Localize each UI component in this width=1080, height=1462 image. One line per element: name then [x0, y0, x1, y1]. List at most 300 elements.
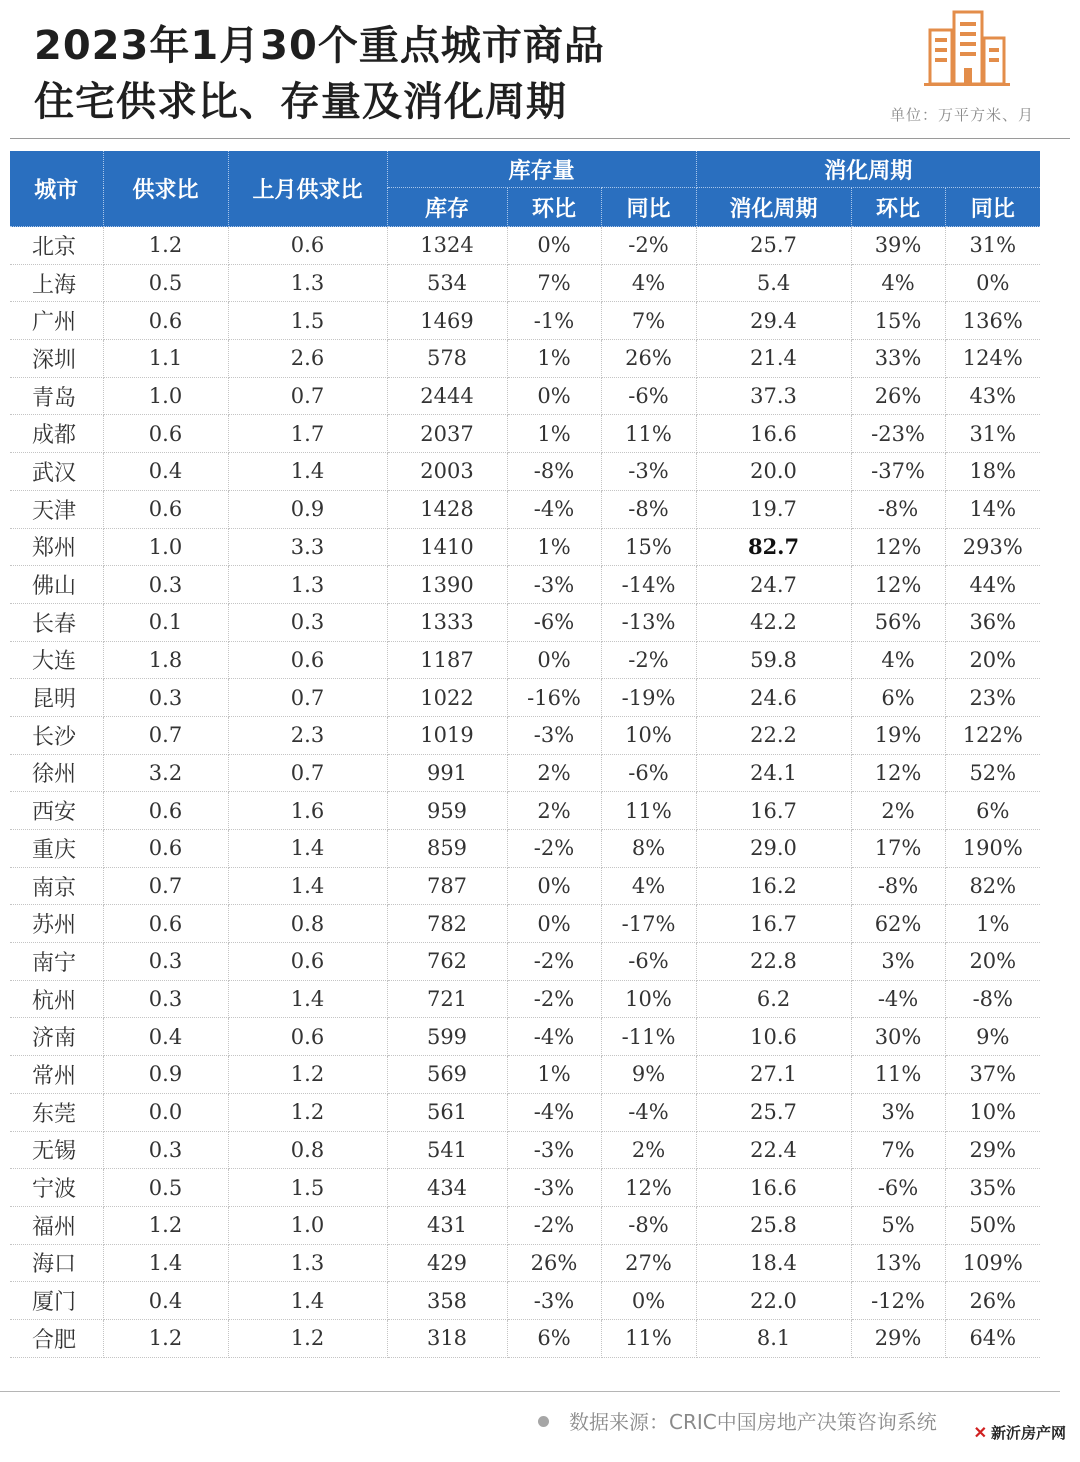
- cell-digest-mom: -6%: [851, 1169, 945, 1207]
- cell-supply-ratio: 0.7: [103, 867, 228, 905]
- table-row: [10, 528, 1040, 566]
- cell-inventory-yoy: -3%: [601, 453, 696, 491]
- cell-supply-ratio: 0.3: [103, 679, 228, 717]
- table-row: [10, 1169, 1040, 1207]
- cell-inventory: 431: [387, 1206, 507, 1244]
- cell-digest-yoy: -8%: [945, 980, 1040, 1018]
- page-title: [34, 18, 605, 130]
- cell-digest: 42.2: [696, 603, 851, 641]
- cell-digest-yoy: 43%: [945, 377, 1040, 415]
- cell-last-month-ratio: 1.3: [228, 566, 387, 604]
- site-watermark: [972, 1422, 1068, 1443]
- cell-inventory: 599: [387, 1018, 507, 1056]
- cell-last-month-ratio: 1.2: [228, 1056, 387, 1094]
- table-row: [10, 566, 1040, 604]
- cell-supply-ratio: 0.5: [103, 264, 228, 302]
- cell-digest-yoy: 31%: [945, 415, 1040, 453]
- cell-last-month-ratio: 0.7: [228, 754, 387, 792]
- cell-inventory-mom: -2%: [507, 830, 601, 868]
- cell-city: 常州: [10, 1056, 103, 1094]
- cell-digest-mom: 15%: [851, 302, 945, 340]
- cell-last-month-ratio: 1.4: [228, 1282, 387, 1320]
- cell-inventory-mom: 1%: [507, 1056, 601, 1094]
- cell-digest-yoy: 82%: [945, 867, 1040, 905]
- cell-city: 长沙: [10, 716, 103, 754]
- cell-city: 郑州: [10, 528, 103, 566]
- cell-city: 南宁: [10, 943, 103, 981]
- cell-inventory-yoy: -13%: [601, 603, 696, 641]
- cell-city: 无锡: [10, 1131, 103, 1169]
- cell-last-month-ratio: 0.3: [228, 603, 387, 641]
- cell-digest-yoy: 64%: [945, 1319, 1040, 1357]
- cell-supply-ratio: 0.0: [103, 1093, 228, 1131]
- cell-last-month-ratio: 1.3: [228, 1244, 387, 1282]
- cell-digest-yoy: 50%: [945, 1206, 1040, 1244]
- cell-inventory: 762: [387, 943, 507, 981]
- cell-inventory-mom: -6%: [507, 603, 601, 641]
- cell-digest: 16.7: [696, 905, 851, 943]
- cell-digest: 16.2: [696, 867, 851, 905]
- cell-inventory: 859: [387, 830, 507, 868]
- cell-city: 青岛: [10, 377, 103, 415]
- cell-digest-mom: 30%: [851, 1018, 945, 1056]
- cell-last-month-ratio: 0.7: [228, 679, 387, 717]
- cell-digest-mom: 33%: [851, 340, 945, 378]
- table-row: [10, 453, 1040, 491]
- cell-last-month-ratio: 1.4: [228, 830, 387, 868]
- cell-inventory: 2444: [387, 377, 507, 415]
- cell-city: 广州: [10, 302, 103, 340]
- cell-inventory-yoy: 15%: [601, 528, 696, 566]
- data-source: [538, 1406, 937, 1435]
- cell-last-month-ratio: 0.8: [228, 1131, 387, 1169]
- cell-digest-yoy: 37%: [945, 1056, 1040, 1094]
- cell-inventory-mom: -2%: [507, 980, 601, 1018]
- cell-supply-ratio: 3.2: [103, 754, 228, 792]
- cell-last-month-ratio: 1.4: [228, 453, 387, 491]
- watermark-text: 新沂房产网: [990, 1424, 1066, 1442]
- cell-inventory-yoy: -2%: [601, 227, 696, 265]
- cell-city: 武汉: [10, 453, 103, 491]
- table-row: [10, 603, 1040, 641]
- cell-last-month-ratio: 1.2: [228, 1319, 387, 1357]
- cell-inventory: 1469: [387, 302, 507, 340]
- cell-digest-yoy: 109%: [945, 1244, 1040, 1282]
- cell-last-month-ratio: 0.6: [228, 943, 387, 981]
- cell-digest-mom: 29%: [851, 1319, 945, 1357]
- cell-inventory: 1187: [387, 641, 507, 679]
- header-city: 城市: [10, 151, 103, 227]
- header-digest-yoy: 同比: [945, 188, 1040, 227]
- cell-supply-ratio: 0.3: [103, 943, 228, 981]
- table-row: [10, 1056, 1040, 1094]
- cell-digest: 24.7: [696, 566, 851, 604]
- cell-supply-ratio: 1.0: [103, 377, 228, 415]
- cell-digest-yoy: 293%: [945, 528, 1040, 566]
- cell-city: 北京: [10, 227, 103, 265]
- cell-inventory-yoy: 4%: [601, 264, 696, 302]
- cell-inventory-yoy: -8%: [601, 490, 696, 528]
- divider-bottom: [0, 1391, 1060, 1392]
- cell-digest-yoy: 9%: [945, 1018, 1040, 1056]
- table-body: [10, 227, 1040, 1358]
- cell-digest: 8.1: [696, 1319, 851, 1357]
- cell-digest: 82.7: [696, 528, 851, 566]
- cell-inventory: 1019: [387, 716, 507, 754]
- cell-inventory-mom: -16%: [507, 679, 601, 717]
- cell-inventory: 578: [387, 340, 507, 378]
- cell-digest: 29.0: [696, 830, 851, 868]
- cell-inventory-yoy: 9%: [601, 1056, 696, 1094]
- cell-city: 东莞: [10, 1093, 103, 1131]
- cell-supply-ratio: 1.0: [103, 528, 228, 566]
- cell-inventory-yoy: -6%: [601, 943, 696, 981]
- cell-digest-mom: 6%: [851, 679, 945, 717]
- cell-digest: 22.4: [696, 1131, 851, 1169]
- cell-digest: 5.4: [696, 264, 851, 302]
- cell-last-month-ratio: 0.6: [228, 227, 387, 265]
- cell-digest-mom: -23%: [851, 415, 945, 453]
- cell-digest-mom: 12%: [851, 528, 945, 566]
- cell-inventory: 358: [387, 1282, 507, 1320]
- cell-inventory: 787: [387, 867, 507, 905]
- cell-digest: 24.1: [696, 754, 851, 792]
- cell-inventory-yoy: 10%: [601, 716, 696, 754]
- cell-digest: 25.8: [696, 1206, 851, 1244]
- cell-inventory-mom: -2%: [507, 1206, 601, 1244]
- cell-digest: 19.7: [696, 490, 851, 528]
- cell-digest-mom: 4%: [851, 641, 945, 679]
- table-row: [10, 905, 1040, 943]
- cell-inventory: 541: [387, 1131, 507, 1169]
- cell-inventory-mom: -4%: [507, 1093, 601, 1131]
- cell-last-month-ratio: 1.5: [228, 302, 387, 340]
- table-row: [10, 377, 1040, 415]
- table-row: [10, 716, 1040, 754]
- cell-digest: 27.1: [696, 1056, 851, 1094]
- cell-supply-ratio: 0.6: [103, 490, 228, 528]
- cell-inventory: 434: [387, 1169, 507, 1207]
- cell-city: 南京: [10, 867, 103, 905]
- cell-supply-ratio: 0.5: [103, 1169, 228, 1207]
- cell-last-month-ratio: 1.3: [228, 264, 387, 302]
- cell-inventory: 991: [387, 754, 507, 792]
- cell-city: 福州: [10, 1206, 103, 1244]
- cell-digest-mom: 12%: [851, 566, 945, 604]
- cell-digest-mom: -12%: [851, 1282, 945, 1320]
- cell-city: 西安: [10, 792, 103, 830]
- cell-city: 长春: [10, 603, 103, 641]
- divider-top: [10, 138, 1070, 139]
- cell-digest-mom: 3%: [851, 1093, 945, 1131]
- cell-digest-mom: 13%: [851, 1244, 945, 1282]
- cell-digest-yoy: 35%: [945, 1169, 1040, 1207]
- cell-supply-ratio: 0.7: [103, 716, 228, 754]
- cell-inventory-yoy: -19%: [601, 679, 696, 717]
- table-row: [10, 1093, 1040, 1131]
- table-row: [10, 302, 1040, 340]
- table-row: [10, 1018, 1040, 1056]
- cell-inventory-mom: -4%: [507, 490, 601, 528]
- cell-city: 成都: [10, 415, 103, 453]
- cell-inventory-mom: 0%: [507, 905, 601, 943]
- cell-supply-ratio: 0.9: [103, 1056, 228, 1094]
- cell-digest: 21.4: [696, 340, 851, 378]
- cell-inventory-mom: -3%: [507, 566, 601, 604]
- cell-supply-ratio: 0.3: [103, 566, 228, 604]
- table-row: [10, 1282, 1040, 1320]
- cell-digest: 37.3: [696, 377, 851, 415]
- cell-inventory-yoy: -4%: [601, 1093, 696, 1131]
- cell-inventory-mom: 6%: [507, 1319, 601, 1357]
- table-row: [10, 1244, 1040, 1282]
- cell-city: 徐州: [10, 754, 103, 792]
- cell-digest-mom: 12%: [851, 754, 945, 792]
- cell-city: 海口: [10, 1244, 103, 1282]
- cell-city: 厦门: [10, 1282, 103, 1320]
- cell-digest-yoy: 44%: [945, 566, 1040, 604]
- cell-digest: 59.8: [696, 641, 851, 679]
- cell-inventory-yoy: 2%: [601, 1131, 696, 1169]
- cell-inventory: 1324: [387, 227, 507, 265]
- cell-city: 宁波: [10, 1169, 103, 1207]
- cell-digest-mom: -4%: [851, 980, 945, 1018]
- cell-inventory-yoy: -17%: [601, 905, 696, 943]
- cell-inventory: 569: [387, 1056, 507, 1094]
- cell-inventory-mom: -8%: [507, 453, 601, 491]
- cell-supply-ratio: 1.2: [103, 1206, 228, 1244]
- cell-digest: 22.8: [696, 943, 851, 981]
- cell-inventory-mom: 1%: [507, 415, 601, 453]
- cell-digest: 29.4: [696, 302, 851, 340]
- cell-digest: 24.6: [696, 679, 851, 717]
- cell-inventory: 959: [387, 792, 507, 830]
- cell-supply-ratio: 0.1: [103, 603, 228, 641]
- buildings-logo-icon: [924, 6, 1010, 88]
- cell-inventory-mom: -3%: [507, 716, 601, 754]
- table-row: [10, 1206, 1040, 1244]
- cell-digest-yoy: 18%: [945, 453, 1040, 491]
- header-inventory: 库存: [387, 188, 507, 227]
- cell-inventory: 534: [387, 264, 507, 302]
- cell-inventory-mom: -4%: [507, 1018, 601, 1056]
- cell-digest: 16.7: [696, 792, 851, 830]
- cell-inventory-mom: 2%: [507, 792, 601, 830]
- cell-digest-mom: 17%: [851, 830, 945, 868]
- cell-inventory-mom: 0%: [507, 227, 601, 265]
- title-line-2: 住宅供求比、存量及消化周期: [34, 79, 567, 125]
- cell-digest: 22.2: [696, 716, 851, 754]
- cell-inventory-yoy: -2%: [601, 641, 696, 679]
- table-row: [10, 340, 1040, 378]
- cell-inventory: 318: [387, 1319, 507, 1357]
- cell-inventory-mom: 26%: [507, 1244, 601, 1282]
- cell-supply-ratio: 0.4: [103, 1018, 228, 1056]
- cell-supply-ratio: 0.3: [103, 980, 228, 1018]
- cell-digest-yoy: 36%: [945, 603, 1040, 641]
- cell-digest-yoy: 136%: [945, 302, 1040, 340]
- cell-digest-yoy: 190%: [945, 830, 1040, 868]
- cell-city: 佛山: [10, 566, 103, 604]
- cell-digest-yoy: 31%: [945, 227, 1040, 265]
- table-row: [10, 415, 1040, 453]
- cell-digest-mom: -37%: [851, 453, 945, 491]
- cell-inventory-yoy: -8%: [601, 1206, 696, 1244]
- table-row: [10, 1319, 1040, 1357]
- header-inventory-mom: 环比: [507, 188, 601, 227]
- table-row: [10, 264, 1040, 302]
- cell-digest: 6.2: [696, 980, 851, 1018]
- cell-supply-ratio: 1.1: [103, 340, 228, 378]
- cell-digest-mom: 3%: [851, 943, 945, 981]
- cell-last-month-ratio: 2.6: [228, 340, 387, 378]
- cell-last-month-ratio: 0.6: [228, 1018, 387, 1056]
- cell-supply-ratio: 0.6: [103, 830, 228, 868]
- cell-last-month-ratio: 0.6: [228, 641, 387, 679]
- header-digest-mom: 环比: [851, 188, 945, 227]
- cell-digest-yoy: 29%: [945, 1131, 1040, 1169]
- header-inventory-group: 库存量: [387, 151, 696, 188]
- header-digest-group: 消化周期: [696, 151, 1040, 188]
- cell-digest: 16.6: [696, 1169, 851, 1207]
- cell-inventory-yoy: 27%: [601, 1244, 696, 1282]
- cell-inventory-yoy: 0%: [601, 1282, 696, 1320]
- cell-last-month-ratio: 3.3: [228, 528, 387, 566]
- table-row: [10, 943, 1040, 981]
- cell-inventory: 782: [387, 905, 507, 943]
- cell-last-month-ratio: 1.5: [228, 1169, 387, 1207]
- cell-supply-ratio: 0.6: [103, 302, 228, 340]
- cell-city: 大连: [10, 641, 103, 679]
- cell-last-month-ratio: 2.3: [228, 716, 387, 754]
- inventory-table: [10, 151, 1040, 1358]
- cell-city: 深圳: [10, 340, 103, 378]
- cell-inventory: 1390: [387, 566, 507, 604]
- cell-last-month-ratio: 0.8: [228, 905, 387, 943]
- cell-supply-ratio: 0.4: [103, 453, 228, 491]
- table-row: [10, 490, 1040, 528]
- table-row: [10, 1131, 1040, 1169]
- cell-digest-mom: -8%: [851, 867, 945, 905]
- cell-digest: 20.0: [696, 453, 851, 491]
- cell-digest-yoy: 122%: [945, 716, 1040, 754]
- cell-last-month-ratio: 1.4: [228, 980, 387, 1018]
- unit-label: 单位：万平方米、月: [889, 106, 1034, 124]
- cell-digest-yoy: 6%: [945, 792, 1040, 830]
- cell-supply-ratio: 1.2: [103, 227, 228, 265]
- table-row: [10, 679, 1040, 717]
- table-row: [10, 867, 1040, 905]
- cell-digest-yoy: 20%: [945, 641, 1040, 679]
- cell-digest: 18.4: [696, 1244, 851, 1282]
- cell-digest-yoy: 52%: [945, 754, 1040, 792]
- cell-last-month-ratio: 0.7: [228, 377, 387, 415]
- table-row: [10, 641, 1040, 679]
- cell-digest-mom: 2%: [851, 792, 945, 830]
- cell-inventory: 1428: [387, 490, 507, 528]
- cell-city: 重庆: [10, 830, 103, 868]
- cell-inventory-yoy: 8%: [601, 830, 696, 868]
- cell-digest-mom: 4%: [851, 264, 945, 302]
- cell-inventory: 2037: [387, 415, 507, 453]
- cell-digest-yoy: 10%: [945, 1093, 1040, 1131]
- cell-inventory-yoy: -6%: [601, 377, 696, 415]
- cell-inventory: 1410: [387, 528, 507, 566]
- cell-digest-mom: 11%: [851, 1056, 945, 1094]
- data-source-text: 数据来源：CRIC中国房地产决策咨询系统: [569, 1410, 937, 1434]
- cell-digest-mom: 56%: [851, 603, 945, 641]
- cell-inventory-yoy: 26%: [601, 340, 696, 378]
- cell-digest: 16.6: [696, 415, 851, 453]
- cell-inventory-mom: 1%: [507, 340, 601, 378]
- header-inventory-yoy: 同比: [601, 188, 696, 227]
- cell-digest: 10.6: [696, 1018, 851, 1056]
- cell-inventory-mom: 0%: [507, 641, 601, 679]
- cell-last-month-ratio: 1.2: [228, 1093, 387, 1131]
- cell-city: 苏州: [10, 905, 103, 943]
- cell-digest-yoy: 14%: [945, 490, 1040, 528]
- cell-digest-mom: 26%: [851, 377, 945, 415]
- cell-digest-mom: 62%: [851, 905, 945, 943]
- table-row: [10, 227, 1040, 265]
- table-row: [10, 754, 1040, 792]
- cell-city: 济南: [10, 1018, 103, 1056]
- cell-inventory-mom: -3%: [507, 1131, 601, 1169]
- cell-city: 杭州: [10, 980, 103, 1018]
- cell-supply-ratio: 0.3: [103, 1131, 228, 1169]
- cell-inventory: 2003: [387, 453, 507, 491]
- header-last-month-ratio: 上月供求比: [228, 151, 387, 227]
- cell-inventory-yoy: 11%: [601, 1319, 696, 1357]
- cell-last-month-ratio: 1.7: [228, 415, 387, 453]
- table-row: [10, 980, 1040, 1018]
- cell-inventory-mom: 0%: [507, 867, 601, 905]
- cell-digest: 25.7: [696, 227, 851, 265]
- cell-city: 上海: [10, 264, 103, 302]
- cell-last-month-ratio: 1.0: [228, 1206, 387, 1244]
- cell-digest-yoy: 26%: [945, 1282, 1040, 1320]
- cell-inventory-mom: 0%: [507, 377, 601, 415]
- cell-inventory-mom: -3%: [507, 1282, 601, 1320]
- cell-digest-mom: -8%: [851, 490, 945, 528]
- cell-inventory-mom: -2%: [507, 943, 601, 981]
- cell-inventory-yoy: -11%: [601, 1018, 696, 1056]
- cell-supply-ratio: 0.4: [103, 1282, 228, 1320]
- cell-digest-yoy: 20%: [945, 943, 1040, 981]
- cell-inventory-yoy: 7%: [601, 302, 696, 340]
- table-row: [10, 830, 1040, 868]
- cell-supply-ratio: 1.2: [103, 1319, 228, 1357]
- cell-inventory-mom: 1%: [507, 528, 601, 566]
- cell-inventory-mom: 7%: [507, 264, 601, 302]
- cell-inventory-mom: -3%: [507, 1169, 601, 1207]
- cell-supply-ratio: 0.6: [103, 792, 228, 830]
- cell-digest-yoy: 124%: [945, 340, 1040, 378]
- cell-digest-mom: 5%: [851, 1206, 945, 1244]
- cell-supply-ratio: 0.6: [103, 415, 228, 453]
- bullet-icon: [538, 1416, 549, 1427]
- cell-inventory: 721: [387, 980, 507, 1018]
- cell-city: 天津: [10, 490, 103, 528]
- cell-last-month-ratio: 0.9: [228, 490, 387, 528]
- cell-inventory: 1022: [387, 679, 507, 717]
- cell-digest-yoy: 23%: [945, 679, 1040, 717]
- cell-inventory-mom: 2%: [507, 754, 601, 792]
- header-supply-ratio: 供求比: [103, 151, 228, 227]
- cell-last-month-ratio: 1.4: [228, 867, 387, 905]
- cell-inventory-yoy: -14%: [601, 566, 696, 604]
- cell-inventory-yoy: 11%: [601, 415, 696, 453]
